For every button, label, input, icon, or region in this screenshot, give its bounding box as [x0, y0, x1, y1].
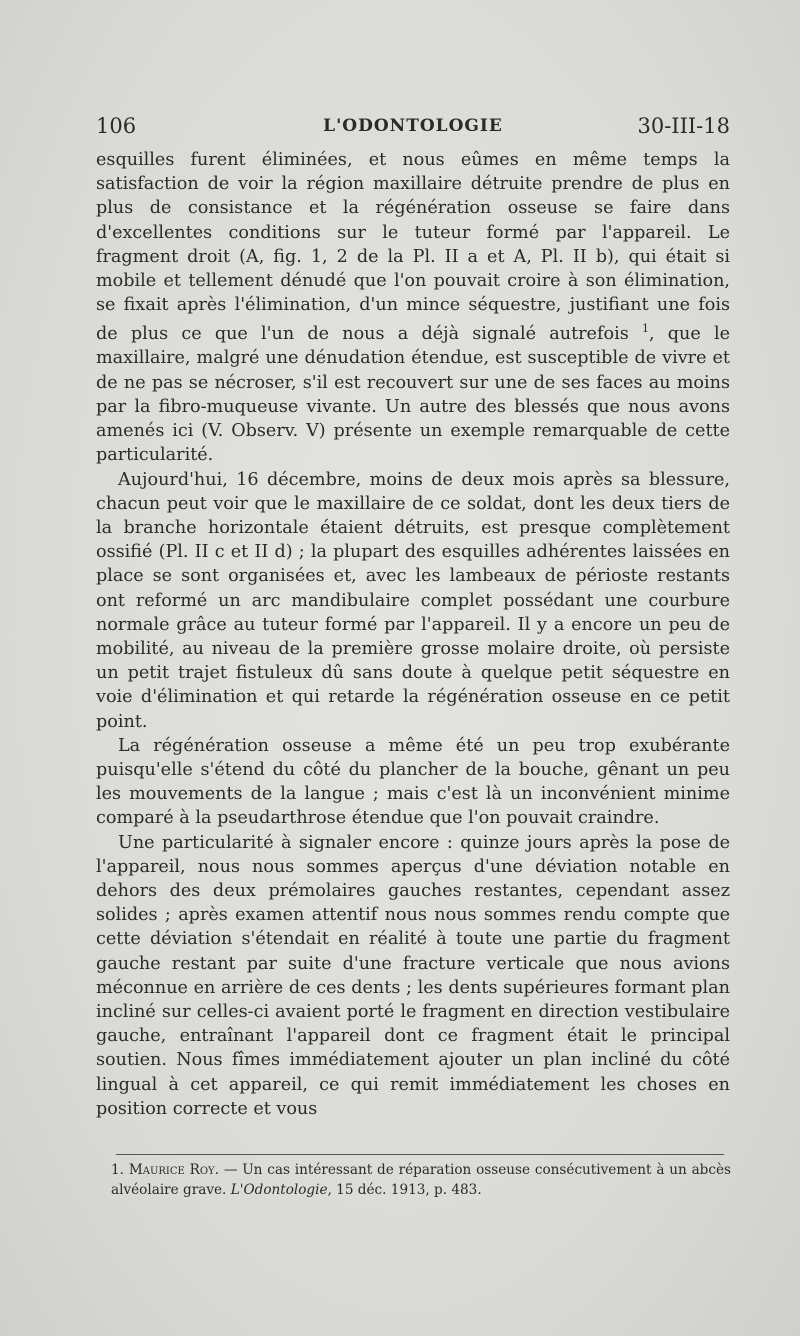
- footnote-author: Maurice Roy.: [128, 1162, 219, 1178]
- footnote-journal: L'Odontologie: [230, 1182, 328, 1198]
- footnote-ref: 1: [641, 322, 649, 336]
- paragraph-4: Une particularité à signaler encore : quinze jours après la pose de l'appareil, nous nous sommes aperçus d'une déviation notable en dehors des deux prémolaires gauches restantes, cependant assez solides ; après examen attentif nous nous sommes rendu compte que cette déviation s'étendait en réalité à toute une partie du fragment gauche restant par suite d'une fracture verticale que nous avions méconnue en arrière de ces dents ; les dents supérieures formant plan incliné sur celles-ci avaient porté le fragment en direction vestibulaire gauche, entraînant l'appareil dont ce fragment était le principal soutien. Nous fîmes immédiatement ajouter un plan incliné du côté lingual à cet appareil, ce qui remit immédiatement les choses en position correcte et vous: [96, 832, 730, 1119]
- footnote-citation: , 15 déc. 1913, p. 483.: [327, 1182, 482, 1198]
- footnote-text: — Un cas intéressant de réparation osseuse consécutivement à un abcès alvéolaire grave.: [111, 1162, 732, 1198]
- paragraph-1-rest: , que le maxillaire, malgré une dénudation étendue, est susceptible de vivre et de ne pas se nécroser, s'il est recouvert sur une de ses faces au moins par la fibro-muqueuse vivante. Un autre des blessés que nous avons amenés ici (V. Observ. V) présente un exemple remarquable de cette particularité.: [96, 324, 730, 466]
- paragraph-3: La régénération osseuse a même été un peu trop exubérante puisqu'elle s'étend du côté du plancher de la bouche, gênant un peu les mouvements de la langue ; mais c'est là un inconvénient minime comparé à la pseudarthrose étendue que l'on pouvait craindre.: [96, 735, 730, 829]
- paragraph-2: Aujourd'hui, 16 décembre, moins de deux mois après sa blessure, chacun peut voir que le maxillaire de ce soldat, dont les deux tiers de la branche horizontale étaient détruits, est presque complètement ossifié (Pl. II c et II d) ; la plupart des esquilles adhérentes laissées en place se sont organisées et, avec les lambeaux de périoste restants ont reformé un arc mandibulaire complet possédant une courbure normale grâce au tuteur formé par l'appareil. Il y a encore un peu de mobilité, au niveau de la première grosse molaire droite, où persiste un petit trajet fistuleux dû sans doute à quelque petit séquestre en voie d'élimination et qui retarde la régénération osseuse en ce petit point.: [96, 469, 730, 732]
- footnote-divider: [116, 1154, 724, 1155]
- running-header: [96, 114, 730, 144]
- footnote-marker: 1.: [111, 1162, 124, 1178]
- paragraph-1: [96, 148, 730, 468]
- journal-title: L'ODONTOLOGIE: [323, 116, 503, 136]
- body-text: [96, 148, 730, 1121]
- issue-date: 30-III-18: [637, 114, 730, 138]
- footnote: [111, 1160, 731, 1200]
- page-number: 106: [96, 114, 137, 138]
- paragraph-1-text: esquilles furent éliminées, et nous eûmes en même temps la satisfaction de voir la région maxillaire détruite prendre de plus en plus de consistance et la régénération osseuse se faire dans d'excellentes conditions sur le tuteur formé par l'appareil. Le fragment droit (A, fig. 1, 2 de la Pl. II a et A, Pl. II b), qui était si mobile et tellement dénudé que l'on pouvait croire à son élimination, se fixait après l'élimination, d'un mince séquestre, justifiant une fois de plus ce que l'un de nous a déjà signalé autrefois: [96, 150, 730, 345]
